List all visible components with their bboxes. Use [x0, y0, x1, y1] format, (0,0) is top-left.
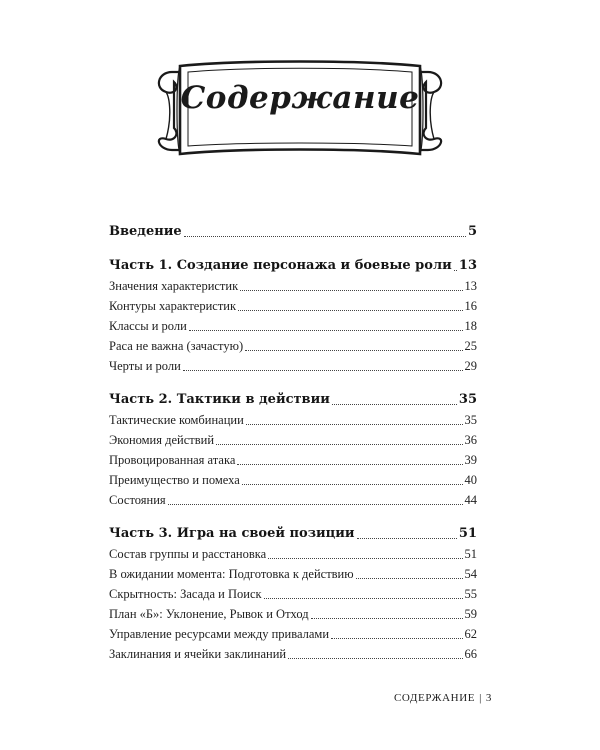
dot-leader: [268, 557, 462, 559]
toc-entry[interactable]: [109, 564, 477, 584]
toc-entry-label: Классы и роли: [109, 319, 187, 333]
toc-part-heading[interactable]: [109, 524, 477, 544]
toc-page-number: 16: [464, 299, 477, 313]
toc-entry-label: Часть 3. Игра на своей позиции: [109, 526, 355, 541]
toc-entry-label: Преимущество и помеха: [109, 473, 240, 487]
toc-entry-label: План «Б»: Уклонение, Рывок и Отход: [109, 607, 309, 621]
toc-entry[interactable]: [109, 276, 477, 296]
toc-entry-label: Часть 1. Создание персонажа и боевые роли: [109, 258, 452, 273]
toc-entry[interactable]: [109, 410, 477, 430]
dot-leader: [331, 637, 462, 639]
dot-leader: [216, 443, 462, 445]
toc-entry-label: Часть 2. Тактики в действии: [109, 392, 330, 407]
toc-page-number: 51: [458, 526, 477, 541]
toc-entry[interactable]: [109, 624, 477, 644]
toc-page-number: 44: [464, 493, 477, 507]
toc-page-number: 54: [464, 567, 477, 581]
page-title: Содержание: [180, 80, 420, 116]
toc-entry[interactable]: [109, 544, 477, 564]
toc-entry-intro[interactable]: [109, 222, 477, 242]
footer-page-number: 3: [485, 692, 492, 704]
toc-entry-label: Раса не важна (зачастую): [109, 339, 244, 353]
toc-page-number: 13: [464, 279, 477, 293]
toc-page-number: 51: [464, 547, 477, 561]
toc-entry-label: Введение: [109, 224, 182, 239]
toc-page-number: 13: [458, 258, 477, 273]
toc-page-number: 62: [464, 627, 477, 641]
toc-entry-label: Контуры характеристик: [109, 299, 237, 313]
dot-leader: [264, 597, 463, 599]
dot-leader: [311, 617, 463, 619]
toc-entry-label: Управление ресурсами между привалами: [109, 627, 330, 641]
toc-entry[interactable]: [109, 316, 477, 336]
toc-entry-label: Скрытность: Засада и Поиск: [109, 587, 262, 601]
table-of-contents: [109, 222, 477, 664]
toc-entry[interactable]: [109, 490, 477, 510]
dot-leader: [183, 369, 463, 371]
toc-entry[interactable]: [109, 296, 477, 316]
dot-leader: [168, 503, 463, 505]
dot-leader: [240, 289, 462, 291]
page-footer: [394, 692, 492, 704]
toc-page-number: 59: [464, 607, 477, 621]
toc-page-number: 66: [464, 647, 477, 661]
toc-entry-label: Значения характеристик: [109, 279, 239, 293]
toc-page-number: 36: [464, 433, 477, 447]
toc-page-number: 25: [464, 339, 477, 353]
toc-page-number: 40: [464, 473, 477, 487]
toc-entry[interactable]: [109, 470, 477, 490]
dot-leader: [356, 577, 463, 579]
toc-page-number: 35: [464, 413, 477, 427]
dot-leader: [189, 329, 463, 331]
dot-leader: [245, 349, 462, 351]
toc-page-number: 35: [458, 392, 477, 407]
toc-entry-label: Состав группы и расстановка: [109, 547, 267, 561]
dot-leader: [242, 483, 463, 485]
toc-entry-label: Черты и роли: [109, 359, 181, 373]
toc-entry[interactable]: [109, 644, 477, 664]
toc-page-number: 5: [467, 224, 477, 239]
toc-entry-label: Экономия действий: [109, 433, 215, 447]
footer-section-label: СОДЕРЖАНИЕ: [393, 692, 476, 704]
toc-entry[interactable]: [109, 430, 477, 450]
toc-entry[interactable]: [109, 584, 477, 604]
dot-leader: [237, 463, 462, 465]
toc-page-number: 55: [464, 587, 477, 601]
toc-page-number: 39: [464, 453, 477, 467]
toc-entry[interactable]: [109, 450, 477, 470]
dot-leader: [238, 309, 462, 311]
toc-entry[interactable]: [109, 356, 477, 376]
dot-leader: [357, 537, 457, 539]
footer-separator: |: [479, 692, 482, 704]
dot-leader: [454, 269, 457, 271]
toc-entry-label: Состояния: [109, 493, 166, 507]
toc-part-heading[interactable]: [109, 390, 477, 410]
toc-entry[interactable]: [109, 604, 477, 624]
dot-leader: [332, 403, 457, 405]
toc-entry-label: В ожидании момента: Подготовка к действию: [109, 567, 354, 581]
dot-leader: [246, 423, 463, 425]
toc-part-heading[interactable]: [109, 256, 477, 276]
toc-entry-label: Тактические комбинации: [109, 413, 244, 427]
toc-entry[interactable]: [109, 336, 477, 356]
toc-entry-label: Заклинания и ячейки заклинаний: [109, 647, 287, 661]
toc-entry-label: Провоцированная атака: [109, 453, 236, 467]
toc-page-number: 18: [464, 319, 477, 333]
dot-leader: [184, 235, 466, 237]
dot-leader: [288, 657, 462, 659]
toc-page-number: 29: [464, 359, 477, 373]
